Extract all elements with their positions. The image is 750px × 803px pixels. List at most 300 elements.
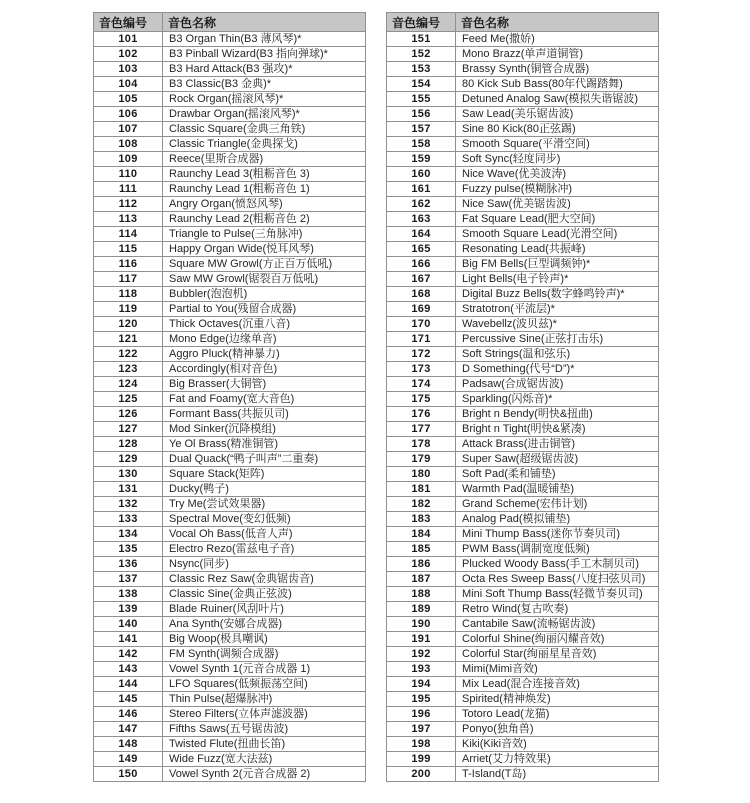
table-row xyxy=(387,737,659,752)
table-row xyxy=(94,287,366,302)
tone-number-cell: 111 xyxy=(94,182,163,197)
table-row xyxy=(94,407,366,422)
tone-number-cell: 160 xyxy=(387,167,456,182)
tone-name-cell: Fat and Foamy(宽大音色) xyxy=(163,392,366,407)
tone-name-cell: Twisted Flute(扭曲长笛) xyxy=(163,737,366,752)
table-row xyxy=(387,692,659,707)
table-row xyxy=(387,137,659,152)
tone-name-cell: Mimi(Mimi音效) xyxy=(456,662,659,677)
table-row xyxy=(387,152,659,167)
tone-number-cell: 129 xyxy=(94,452,163,467)
table-row xyxy=(387,272,659,287)
table-row xyxy=(94,47,366,62)
tone-number-cell: 113 xyxy=(94,212,163,227)
table-row xyxy=(94,512,366,527)
tone-name-cell: Wide Fuzz(宽大法兹) xyxy=(163,752,366,767)
table-row xyxy=(94,722,366,737)
table-row xyxy=(94,677,366,692)
tone-name-cell: Mini Soft Thump Bass(轻微节奏贝司) xyxy=(456,587,659,602)
tone-name-cell: Spectral Move(变幻低频) xyxy=(163,512,366,527)
table-row xyxy=(387,422,659,437)
table-row xyxy=(94,497,366,512)
table-row xyxy=(387,47,659,62)
tone-name-cell: Feed Me(撒娇) xyxy=(456,32,659,47)
tone-number-cell: 110 xyxy=(94,167,163,182)
tone-number-cell: 139 xyxy=(94,602,163,617)
table-row xyxy=(94,692,366,707)
tone-number-cell: 136 xyxy=(94,557,163,572)
tone-name-cell: Try Me(尝试效果器) xyxy=(163,497,366,512)
table-row xyxy=(387,722,659,737)
tone-name-cell: Mini Thump Bass(迷你节奏贝司) xyxy=(456,527,659,542)
tone-name-cell: PWM Bass(调制宽度低频) xyxy=(456,542,659,557)
tone-name-cell: Arriet(艾力特效果) xyxy=(456,752,659,767)
tone-name-cell: Bubbler(泡泡机) xyxy=(163,287,366,302)
table-row xyxy=(387,392,659,407)
tone-number-cell: 178 xyxy=(387,437,456,452)
table-row xyxy=(94,272,366,287)
tone-name-cell: Stereo Filters(立体声滤波器) xyxy=(163,707,366,722)
table-row xyxy=(94,32,366,47)
table-row xyxy=(387,752,659,767)
column-header-tone-name: 音色名称 xyxy=(163,13,366,32)
tone-name-cell: Nsync(同步) xyxy=(163,557,366,572)
table-row xyxy=(94,452,366,467)
tone-number-cell: 131 xyxy=(94,482,163,497)
tone-number-cell: 145 xyxy=(94,692,163,707)
table-row xyxy=(387,317,659,332)
table-row xyxy=(387,452,659,467)
tone-number-cell: 116 xyxy=(94,257,163,272)
tone-name-cell: B3 Hard Attack(B3 强攻)* xyxy=(163,62,366,77)
header-row xyxy=(94,13,366,32)
tone-number-cell: 119 xyxy=(94,302,163,317)
tone-number-cell: 105 xyxy=(94,92,163,107)
tone-number-cell: 190 xyxy=(387,617,456,632)
tone-name-cell: Resonating Lead(共振峰) xyxy=(456,242,659,257)
tone-name-cell: Vowel Synth 2(元音合成器 2) xyxy=(163,767,366,782)
tone-name-cell: Classic Triangle(金典探戈) xyxy=(163,137,366,152)
tone-number-cell: 184 xyxy=(387,527,456,542)
table-row xyxy=(94,197,366,212)
column-header-tone-name: 音色名称 xyxy=(456,13,659,32)
tone-number-cell: 121 xyxy=(94,332,163,347)
table-row xyxy=(387,767,659,782)
tone-name-cell: Fuzzy pulse(模糊脉冲) xyxy=(456,182,659,197)
tone-number-cell: 117 xyxy=(94,272,163,287)
tone-name-cell: Spirited(精神焕发) xyxy=(456,692,659,707)
tone-name-cell: Rock Organ(摇滚风琴)* xyxy=(163,92,366,107)
tone-name-cell: Padsaw(合成锯齿波) xyxy=(456,377,659,392)
tone-number-cell: 197 xyxy=(387,722,456,737)
tone-name-cell: D Something(代号“D”)* xyxy=(456,362,659,377)
table-row xyxy=(94,587,366,602)
table-row xyxy=(94,257,366,272)
tone-number-cell: 165 xyxy=(387,242,456,257)
table-row xyxy=(387,212,659,227)
table-row xyxy=(94,212,366,227)
tone-number-cell: 104 xyxy=(94,77,163,92)
table-row xyxy=(94,167,366,182)
tone-name-cell: Fifths Saws(五号锯齿波) xyxy=(163,722,366,737)
tone-name-cell: Reece(里斯合成器) xyxy=(163,152,366,167)
table-row xyxy=(387,707,659,722)
tone-number-cell: 189 xyxy=(387,602,456,617)
tone-name-cell: Thin Pulse(超爆脉冲) xyxy=(163,692,366,707)
tone-name-cell: Classic Square(金典三角铁) xyxy=(163,122,366,137)
table-row xyxy=(94,632,366,647)
table-row xyxy=(94,242,366,257)
tone-name-cell: Warmth Pad(温暖铺垫) xyxy=(456,482,659,497)
table-row xyxy=(94,557,366,572)
table-row xyxy=(94,737,366,752)
tone-name-cell: Detuned Analog Saw(模拟失谐锯波) xyxy=(456,92,659,107)
tone-number-cell: 118 xyxy=(94,287,163,302)
column-header-tone-number: 音色编号 xyxy=(94,13,163,32)
tone-number-cell: 106 xyxy=(94,107,163,122)
table-row xyxy=(387,647,659,662)
tone-number-cell: 156 xyxy=(387,107,456,122)
table-row xyxy=(94,332,366,347)
tone-name-cell: Soft Strings(温和弦乐) xyxy=(456,347,659,362)
tone-number-cell: 194 xyxy=(387,677,456,692)
table-row xyxy=(94,77,366,92)
table-row xyxy=(94,377,366,392)
tone-name-cell: Sparkling(闪烁音)* xyxy=(456,392,659,407)
tone-name-cell: Happy Organ Wide(悦耳风琴) xyxy=(163,242,366,257)
tone-number-cell: 188 xyxy=(387,587,456,602)
tone-name-cell: B3 Classic(B3 金典)* xyxy=(163,77,366,92)
tone-name-cell: Attack Brass(进击铜管) xyxy=(456,437,659,452)
tone-number-cell: 166 xyxy=(387,257,456,272)
table-row xyxy=(94,482,366,497)
tone-number-cell: 140 xyxy=(94,617,163,632)
tone-number-cell: 195 xyxy=(387,692,456,707)
tone-number-cell: 170 xyxy=(387,317,456,332)
tone-tables-container xyxy=(93,12,659,782)
tone-number-cell: 120 xyxy=(94,317,163,332)
table-row xyxy=(387,467,659,482)
tone-number-cell: 137 xyxy=(94,572,163,587)
tone-name-cell: Vocal Oh Bass(低音人声) xyxy=(163,527,366,542)
tone-number-cell: 177 xyxy=(387,422,456,437)
tone-number-cell: 124 xyxy=(94,377,163,392)
tone-number-cell: 147 xyxy=(94,722,163,737)
tone-table-151-200 xyxy=(386,12,659,782)
tone-name-cell: Saw Lead(美乐锯齿波) xyxy=(456,107,659,122)
tone-number-cell: 186 xyxy=(387,557,456,572)
tone-number-cell: 154 xyxy=(387,77,456,92)
table-row xyxy=(94,662,366,677)
tone-number-cell: 151 xyxy=(387,32,456,47)
tone-name-cell: Nice Saw(优美锯齿波) xyxy=(456,197,659,212)
tone-name-cell: 80 Kick Sub Bass(80年代踢踏舞) xyxy=(456,77,659,92)
table-row xyxy=(387,197,659,212)
tone-number-cell: 126 xyxy=(94,407,163,422)
tone-number-cell: 185 xyxy=(387,542,456,557)
tone-number-cell: 144 xyxy=(94,677,163,692)
table-row xyxy=(387,632,659,647)
table-row xyxy=(387,62,659,77)
tone-number-cell: 196 xyxy=(387,707,456,722)
tone-number-cell: 163 xyxy=(387,212,456,227)
tone-number-cell: 171 xyxy=(387,332,456,347)
table-row xyxy=(387,122,659,137)
tone-number-cell: 155 xyxy=(387,92,456,107)
table-row xyxy=(387,92,659,107)
table-row xyxy=(387,167,659,182)
tone-name-cell: Mono Edge(边缘单音) xyxy=(163,332,366,347)
tone-name-cell: Drawbar Organ(摇滚风琴)* xyxy=(163,107,366,122)
tone-number-cell: 107 xyxy=(94,122,163,137)
tone-name-cell: Brassy Synth(铜管合成器) xyxy=(456,62,659,77)
table-row xyxy=(387,77,659,92)
table-row xyxy=(94,572,366,587)
table-row xyxy=(94,707,366,722)
tone-name-cell: Partial to You(残留合成器) xyxy=(163,302,366,317)
tone-name-cell: Classic Rez Saw(金典锯齿音) xyxy=(163,572,366,587)
table-row xyxy=(387,482,659,497)
tone-number-cell: 187 xyxy=(387,572,456,587)
table-row xyxy=(387,527,659,542)
tone-number-cell: 200 xyxy=(387,767,456,782)
tone-number-cell: 162 xyxy=(387,197,456,212)
tone-number-cell: 175 xyxy=(387,392,456,407)
tone-number-cell: 123 xyxy=(94,362,163,377)
table-row xyxy=(387,227,659,242)
tone-name-cell: Blade Ruiner(风刮叶片) xyxy=(163,602,366,617)
tone-name-cell: Digital Buzz Bells(数字蜂鸣铃声)* xyxy=(456,287,659,302)
tone-number-cell: 176 xyxy=(387,407,456,422)
tone-name-cell: Percussive Sine(正弦打击乐) xyxy=(456,332,659,347)
tone-name-cell: Aggro Pluck(精神暴力) xyxy=(163,347,366,362)
tone-number-cell: 180 xyxy=(387,467,456,482)
tone-number-cell: 122 xyxy=(94,347,163,362)
tone-number-cell: 149 xyxy=(94,752,163,767)
table-row xyxy=(94,617,366,632)
tone-name-cell: Ana Synth(安娜合成器) xyxy=(163,617,366,632)
tone-name-cell: Octa Res Sweep Bass(八度扫弦贝司) xyxy=(456,572,659,587)
tone-name-cell: Smooth Square Lead(光滑空间) xyxy=(456,227,659,242)
tone-name-cell: Kiki(Kiki音效) xyxy=(456,737,659,752)
tone-number-cell: 169 xyxy=(387,302,456,317)
table-row xyxy=(387,662,659,677)
tone-number-cell: 135 xyxy=(94,542,163,557)
tone-number-cell: 159 xyxy=(387,152,456,167)
tone-name-cell: Big Brasser(大铜管) xyxy=(163,377,366,392)
tone-name-cell: Retro Wind(复古吹奏) xyxy=(456,602,659,617)
tone-name-cell: B3 Pinball Wizard(B3 指向弹球)* xyxy=(163,47,366,62)
tone-name-cell: Bright n Tight(明快&紧凑) xyxy=(456,422,659,437)
tone-number-cell: 146 xyxy=(94,707,163,722)
tone-number-cell: 109 xyxy=(94,152,163,167)
tone-name-cell: Super Saw(超级锯齿波) xyxy=(456,452,659,467)
table-row xyxy=(94,227,366,242)
table-row xyxy=(94,302,366,317)
tone-number-cell: 101 xyxy=(94,32,163,47)
tone-name-cell: Soft Pad(柔和铺垫) xyxy=(456,467,659,482)
tone-name-cell: Bright n Bendy(明快&扭曲) xyxy=(456,407,659,422)
table-row xyxy=(387,377,659,392)
tone-number-cell: 132 xyxy=(94,497,163,512)
table-row xyxy=(94,752,366,767)
tone-number-cell: 103 xyxy=(94,62,163,77)
table-row xyxy=(94,767,366,782)
tone-number-cell: 192 xyxy=(387,647,456,662)
tone-name-cell: Stratotron(平流层)* xyxy=(456,302,659,317)
tone-name-cell: Mono Brazz(单声道铜管) xyxy=(456,47,659,62)
tone-number-cell: 152 xyxy=(387,47,456,62)
table-row xyxy=(94,347,366,362)
tone-number-cell: 157 xyxy=(387,122,456,137)
tone-name-cell: Analog Pad(模拟铺垫) xyxy=(456,512,659,527)
tone-number-cell: 193 xyxy=(387,662,456,677)
table-row xyxy=(387,542,659,557)
tone-number-cell: 167 xyxy=(387,272,456,287)
table-row xyxy=(387,257,659,272)
tone-name-cell: Mix Lead(混合连接音效) xyxy=(456,677,659,692)
tone-number-cell: 173 xyxy=(387,362,456,377)
tone-number-cell: 199 xyxy=(387,752,456,767)
tone-name-cell: Ponyo(独角兽) xyxy=(456,722,659,737)
tone-number-cell: 134 xyxy=(94,527,163,542)
table-row xyxy=(387,182,659,197)
tone-name-cell: Accordingly(相对音色) xyxy=(163,362,366,377)
tone-name-cell: Cantabile Saw(流畅锯齿波) xyxy=(456,617,659,632)
table-row xyxy=(94,182,366,197)
table-row xyxy=(94,317,366,332)
tone-number-cell: 125 xyxy=(94,392,163,407)
tone-number-cell: 112 xyxy=(94,197,163,212)
table-row xyxy=(94,542,366,557)
tone-number-cell: 115 xyxy=(94,242,163,257)
tone-name-cell: Square MW Growl(方正百万低吼) xyxy=(163,257,366,272)
tone-number-cell: 168 xyxy=(387,287,456,302)
table-row xyxy=(387,557,659,572)
tone-name-cell: Big FM Bells(巨型调频钟)* xyxy=(456,257,659,272)
table-row xyxy=(387,617,659,632)
table-row xyxy=(94,392,366,407)
tone-number-cell: 150 xyxy=(94,767,163,782)
table-row xyxy=(387,302,659,317)
tone-number-cell: 127 xyxy=(94,422,163,437)
tone-number-cell: 158 xyxy=(387,137,456,152)
table-row xyxy=(387,32,659,47)
tone-name-cell: Electro Rezo(雷兹电子音) xyxy=(163,542,366,557)
table-row xyxy=(387,512,659,527)
column-header-tone-number: 音色编号 xyxy=(387,13,456,32)
table-row xyxy=(387,572,659,587)
tone-number-cell: 179 xyxy=(387,452,456,467)
tone-name-cell: Mod Sinker(沉降模组) xyxy=(163,422,366,437)
tone-name-cell: Sine 80 Kick(80正弦踢) xyxy=(456,122,659,137)
tone-number-cell: 102 xyxy=(94,47,163,62)
table-row xyxy=(94,362,366,377)
table-row xyxy=(94,152,366,167)
tone-number-cell: 198 xyxy=(387,737,456,752)
tone-name-cell: Saw MW Growl(锯裂百万低吼) xyxy=(163,272,366,287)
tone-number-cell: 130 xyxy=(94,467,163,482)
header-row xyxy=(387,13,659,32)
table-row xyxy=(94,137,366,152)
tone-number-cell: 141 xyxy=(94,632,163,647)
tone-name-cell: LFO Squares(低频振荡空间) xyxy=(163,677,366,692)
table-row xyxy=(387,362,659,377)
tone-name-cell: Angry Organ(愤怒风琴) xyxy=(163,197,366,212)
tone-number-cell: 142 xyxy=(94,647,163,662)
table-row xyxy=(387,332,659,347)
tone-name-cell: Light Bells(电子铃声)* xyxy=(456,272,659,287)
tone-number-cell: 174 xyxy=(387,377,456,392)
table-row xyxy=(387,602,659,617)
tone-number-cell: 191 xyxy=(387,632,456,647)
tone-number-cell: 108 xyxy=(94,137,163,152)
table-row xyxy=(94,467,366,482)
tone-name-cell: Vowel Synth 1(元音合成器 1) xyxy=(163,662,366,677)
tone-number-cell: 181 xyxy=(387,482,456,497)
table-row xyxy=(387,677,659,692)
table-row xyxy=(387,347,659,362)
tone-name-cell: Ducky(鸭子) xyxy=(163,482,366,497)
tone-number-cell: 114 xyxy=(94,227,163,242)
tone-number-cell: 148 xyxy=(94,737,163,752)
table-row xyxy=(94,602,366,617)
table-row xyxy=(94,422,366,437)
tone-name-cell: Square Stack(矩阵) xyxy=(163,467,366,482)
tone-name-cell: Formant Bass(共振贝司) xyxy=(163,407,366,422)
tone-number-cell: 143 xyxy=(94,662,163,677)
tone-name-cell: Raunchy Lead 2(粗粝音色 2) xyxy=(163,212,366,227)
tone-number-cell: 161 xyxy=(387,182,456,197)
tone-name-cell: Classic Sine(金典正弦波) xyxy=(163,587,366,602)
tone-name-cell: Raunchy Lead 3(粗粝音色 3) xyxy=(163,167,366,182)
tone-name-cell: Plucked Woody Bass(手工木制贝司) xyxy=(456,557,659,572)
tone-name-cell: Ye Ol Brass(精准铜管) xyxy=(163,437,366,452)
tone-name-cell: Colorful Star(绚丽星星音效) xyxy=(456,647,659,662)
tone-number-cell: 172 xyxy=(387,347,456,362)
tone-name-cell: Dual Quack(“鸭子叫声”二重奏) xyxy=(163,452,366,467)
tone-name-cell: Triangle to Pulse(三角脉冲) xyxy=(163,227,366,242)
tone-number-cell: 164 xyxy=(387,227,456,242)
table-row xyxy=(94,62,366,77)
table-row xyxy=(94,437,366,452)
tone-name-cell: Nice Wave(优美波涛) xyxy=(456,167,659,182)
tone-name-cell: Fat Square Lead(肥大空间) xyxy=(456,212,659,227)
table-row xyxy=(387,242,659,257)
tone-name-cell: Thick Octaves(沉重八音) xyxy=(163,317,366,332)
tone-number-cell: 133 xyxy=(94,512,163,527)
tone-name-cell: Soft Sync(轻度同步) xyxy=(456,152,659,167)
tone-name-cell: Big Woop(极具嘲讽) xyxy=(163,632,366,647)
tone-number-cell: 183 xyxy=(387,512,456,527)
table-row xyxy=(94,107,366,122)
table-row xyxy=(94,527,366,542)
tone-name-cell: Wavebellz(波贝兹)* xyxy=(456,317,659,332)
tone-number-cell: 153 xyxy=(387,62,456,77)
table-row xyxy=(387,437,659,452)
table-row xyxy=(94,92,366,107)
table-row xyxy=(94,647,366,662)
table-row xyxy=(387,587,659,602)
tone-name-cell: Grand Scheme(宏伟计划) xyxy=(456,497,659,512)
tone-name-cell: Colorful Shine(绚丽闪耀音效) xyxy=(456,632,659,647)
tone-name-cell: T-Island(T岛) xyxy=(456,767,659,782)
tone-number-cell: 128 xyxy=(94,437,163,452)
tone-table-101-150 xyxy=(93,12,366,782)
table-row xyxy=(387,497,659,512)
tone-name-cell: Raunchy Lead 1(粗粝音色 1) xyxy=(163,182,366,197)
tone-name-cell: B3 Organ Thin(B3 薄风琴)* xyxy=(163,32,366,47)
